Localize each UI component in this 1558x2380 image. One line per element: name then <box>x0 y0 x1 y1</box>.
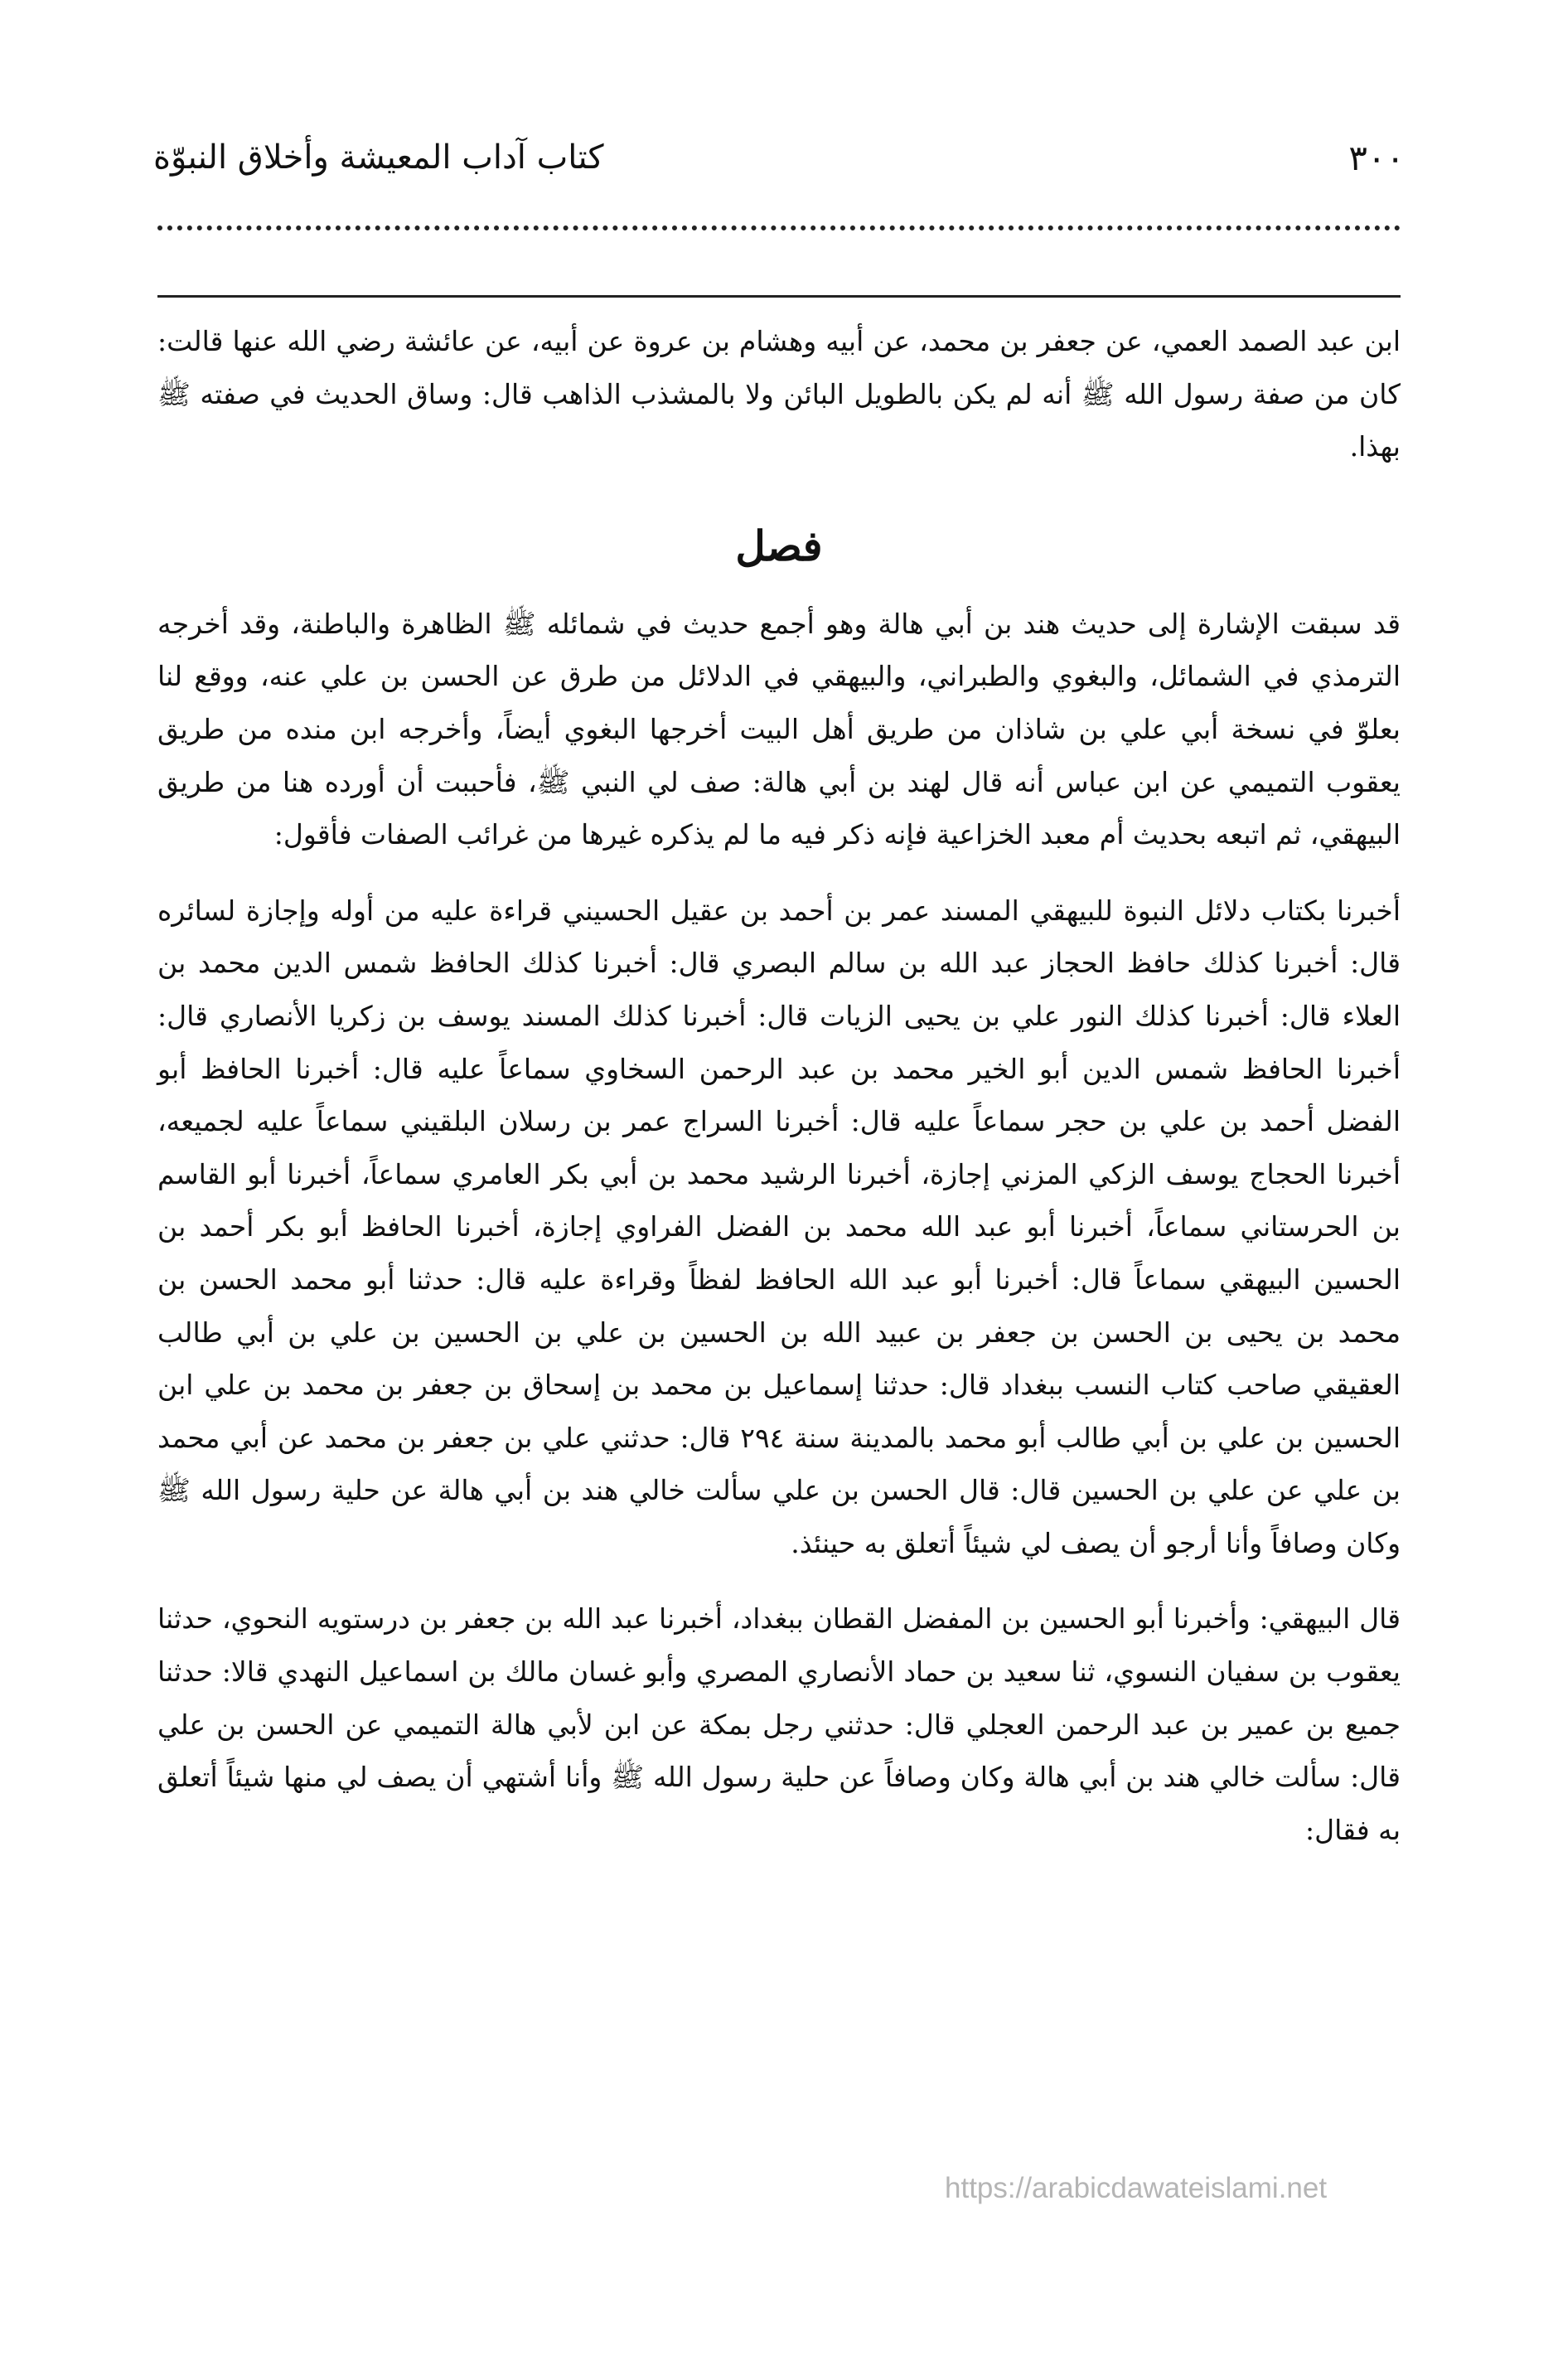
header-rule <box>157 295 1401 298</box>
website-watermark: https://arabicdawateislami.net <box>945 2172 1328 2204</box>
page-header <box>153 124 1405 191</box>
running-title: كتاب آداب المعيشة وأخلاق النبوّة <box>153 138 604 177</box>
paragraph-continuation: ابن عبد الصمد العمي، عن جعفر بن محمد، عن أبيه وهشام بن عروة عن أبيه، عن عائشة رضي الله عنها قالت: كان من صفة رسول الله ﷺ أنه لم يكن بالطويل البائن ولا بالمشذب الذاهب قال: وساق الحديث في صفته ﷺ بهذا. <box>157 325 1401 463</box>
paragraph-isnad: أخبرنا بكتاب دلائل النبوة للبيهقي المسند عمر بن أحمد بن عقيل الحسيني قراءة عليه من أوله وإجازة لسائره قال: أخبرنا كذلك حافظ الحجاز عبد الله بن سالم البصري قال: أخبرنا كذلك الحافظ شمس الدين محمد بن العلاء قال: أخبرنا كذلك النور علي بن يحيى الزيات قال: أخبرنا كذلك المسند يوسف بن زكريا الأنصاري قال: أخبرنا الحافظ شمس الدين أبو الخير محمد بن عبد الرحمن السخاوي سماعاً عليه قال: أخبرنا الحافظ أبو الفضل أحمد بن علي بن حجر سماعاً عليه قال: أخبرنا السراج عمر بن رسلان البلقيني سماعاً عليه لجميعه، أخبرنا الحجاج يوسف الزكي المزني إجازة، أخبرنا الرشيد محمد بن أبي بكر العامري سماعاً، أخبرنا أبو القاسم بن الحرستاني سماعاً، أخبرنا أبو عبد الله محمد بن الفضل الفراوي إجازة، أخبرنا الحافظ أبو بكر أحمد بن الحسين البيهقي سماعاً قال: أخبرنا أبو عبد الله الحافظ لفظاً وقراءة عليه قال: حدثنا أبو محمد الحسن بن محمد بن يحيى بن الحسن بن جعفر بن عبيد الله بن الحسين بن علي بن الحسين بن علي بن أبي طالب العقيقي صاحب كتاب النسب ببغداد قال: حدثنا إسماعيل بن محمد بن إسحاق بن جعفر بن محمد بن علي ابن الحسين بن علي بن أبي طالب أبو محمد بالمدينة سنة ٢٩٤ قال: حدثني علي بن جعفر بن محمد عن أبي محمد بن علي عن علي بن الحسين قال: قال الحسن بن علي سألت خالي هند بن أبي هالة عن حلية رسول الله ﷺ وكان وصافاً وأنا أرجو أن يصف لي شيئاً أتعلق به حينئذ. <box>157 894 1401 1559</box>
paragraph-intro: قد سبقت الإشارة إلى حديث هند بن أبي هالة وهو أجمع حديث في شمائله ﷺ الظاهرة والباطنة، وقد أخرجه الترمذي في الشمائل، والبغوي والطبراني، والبيهقي في الدلائل من طرق عن الحسن بن علي عنه، ووقع لنا بعلوّ في نسخة أبي علي بن شاذان من طريق أهل البيت أخرجها البغوي أيضاً، وأخرجه ابن منده من طريق يعقوب التميمي عن ابن عباس أنه قال لهند بن أبي هالة: صف لي النبي ﷺ، فأحببت أن أورده هنا من طريق البيهقي، ثم اتبعه بحديث أم معبد الخزاعية فإنه ذكر فيه ما لم يذكره غيرها من غرائب الصفات فأقول: <box>157 607 1401 851</box>
page-number: ٣٠٠ <box>1348 137 1405 178</box>
paragraph-bayhaqi: قال البيهقي: وأخبرنا أبو الحسين بن المفضل القطان ببغداد، أخبرنا عبد الله بن جعفر بن درستويه النحوي، حدثنا يعقوب بن سفيان النسوي، ثنا سعيد بن حماد الأنصاري المصري وأبو غسان مالك بن اسماعيل النهدي قالا: حدثنا جميع بن عمير بن عبد الرحمن العجلي قال: حدثني رجل بمكة عن ابن لأبي هالة التميمي عن الحسن بن علي قال: سألت خالي هند بن أبي هالة وكان وصافاً عن حلية رسول الله ﷺ وأنا أشتهي أن يصف لي منها شيئاً أتعلق به فقال: <box>157 1602 1401 1846</box>
page-body <box>157 315 1401 1856</box>
dotted-separator <box>157 225 1401 230</box>
section-heading: فصل <box>735 521 823 570</box>
